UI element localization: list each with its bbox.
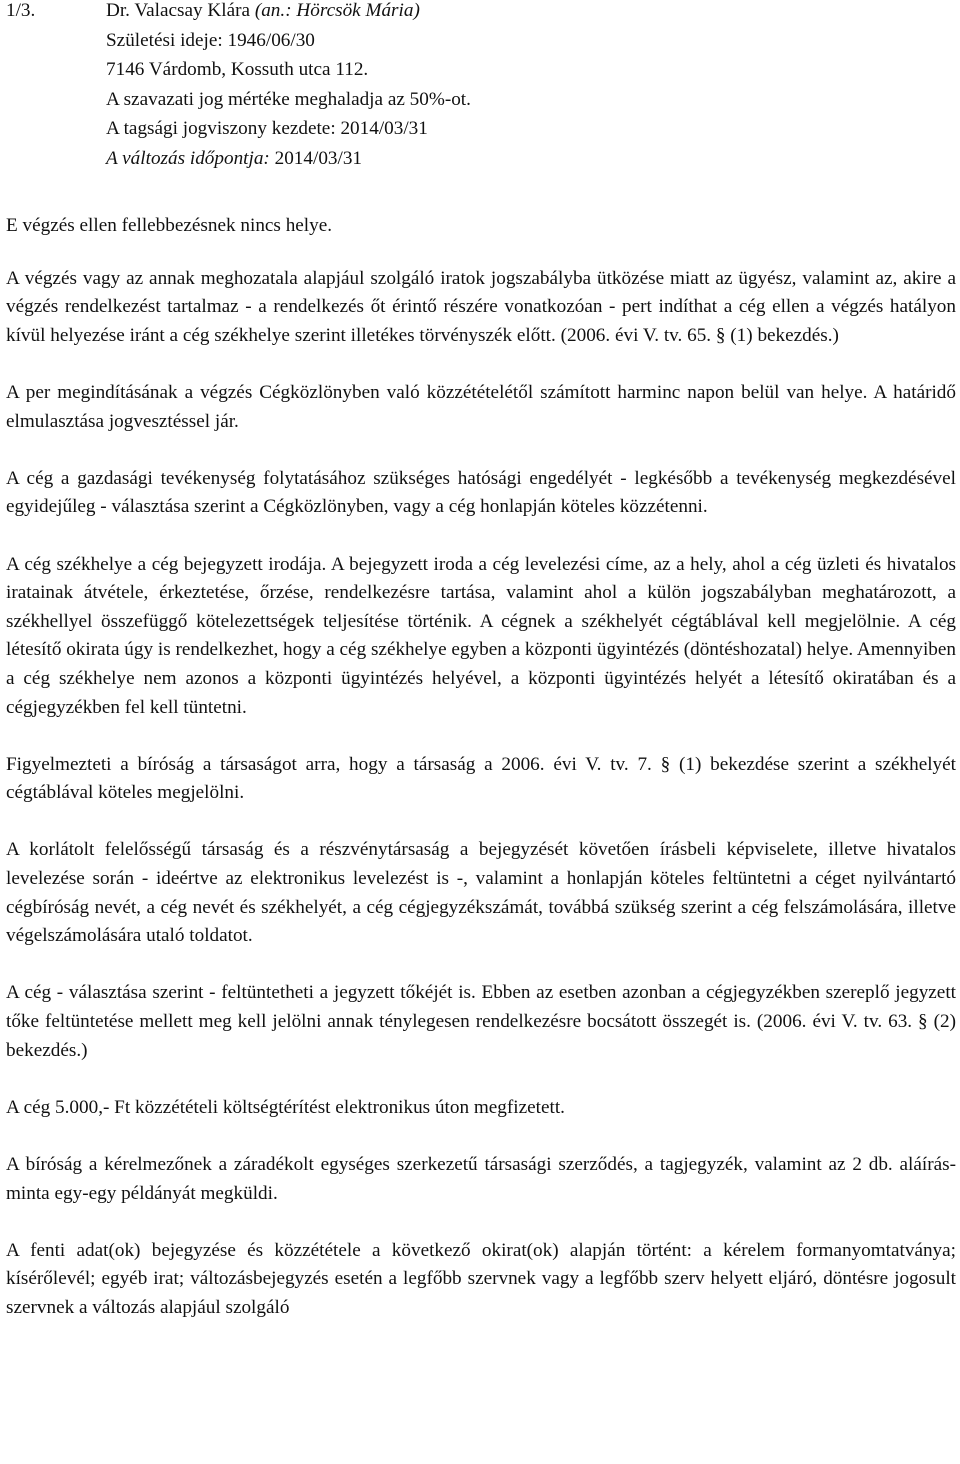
paragraph-basis: A fenti adat(ok) bejegyzése és közzététele a következő okirat(ok) alapján történt: a kérelem formanyomtatványa; kísérőlevél; egyéb irat; változásbejegyzés esetén a legfőbb szervnek vagy a legfőbb szerv helyett eljáró, döntésre jogosult szervnek a változás alapjául szolgáló [6, 1239, 956, 1318]
paragraph-fee: A cég 5.000,- Ft közzétételi költségtérítést elektronikus úton megfizetett. [6, 1096, 565, 1118]
paragraph-warning: Figyelmezteti a bíróság a társaságot arra, hogy a társaság a 2006. évi V. tv. 7. § (1) bekezdése szerint a székhelyét cégtáblával köteles megjelölni. [6, 753, 956, 804]
voting-right: A szavazati jog mértéke meghaladja az 50%-ot. [106, 88, 471, 110]
member-name-line [106, 0, 471, 26]
membership-start: A tagsági jogviszony kezdete: 2014/03/31 [106, 118, 428, 139]
change-date-line [106, 144, 471, 174]
paragraph-no-appeal: E végzés ellen fellebbezésnek nincs helye. [6, 215, 333, 236]
member-address: 7146 Várdomb, Kossuth utca 112. [106, 59, 369, 80]
member-mother-name: (an.: Hörcsök Mária) [254, 0, 420, 21]
document-body [6, 212, 956, 1351]
paragraph-permit: A cég a gazdasági tevékenység folytatásához szükséges hatósági engedélyét - legkésőbb a tevékenység megkezdésével egyidejűleg - választása szerint a Cégközlönyben, vagy a cég honlapján köteles közzétenni. [6, 467, 956, 518]
paragraph-deadline: A per megindításának a végzés Cégközlönyben való közzétételétől számított harminc napon belül van helye. A határidő elmulasztása jogvesztéssel jár. [6, 381, 956, 432]
birth-date: Születési ideje: 1946/06/30 [106, 29, 315, 51]
change-date-value: 2014/03/31 [274, 147, 363, 169]
entry-details [106, 0, 471, 173]
entry-number: 1/3. [6, 0, 36, 21]
change-date-label: A változás időpontja: [106, 147, 270, 169]
paragraph-documents-sent: A bíróság a kérelmezőnek a záradékolt egységes szerkezetű társasági szerződés, a tagjegyzék, valamint az 2 db. aláírás-minta egy-egy példányát megküldi. [6, 1154, 956, 1204]
paragraph-lawsuit: A végzés vagy az annak meghozatala alapjául szolgáló iratok jogszabályba ütközése miatt az ügyész, valamint az, akire a végzés rendelkezést tartalmaz - a rendelkezés őt érintő részére vonatkozóan - pert indíthat a cég ellen a végzés hatályon kívül helyezése iránt a cég székhelye szerint illetékes törvényszék előtt. (2006. évi V. tv. 65. § (1) bekezdés.) [6, 267, 956, 346]
paragraph-capital: A cég - választása szerint - feltüntetheti a jegyzett tőkéjét is. Ebben az esetben azonban a cégjegyzékben szereplő jegyzett tőke feltüntetése mellett meg kell jelölni annak ténylegesen rendelkezésre bocsátott összegét is. (2006. évi V. tv. 63. § (2) bekezdés.) [6, 982, 956, 1061]
paragraph-correspondence: A korlátolt felelősségű társaság és a részvénytársaság a bejegyzését követően írásbeli képviselete, illetve hivatalos levelezése során - ideértve az elektronikus levelezést is -, valamint a honlapján köteles feltüntetni a céget nyilvántartó cégbíróság nevét, a cég nevét és székhelyét, a cég cégjegyzékszámát, továbbá szükség szerint a cég felszámolására, illetve végelszámolására utaló toldatot. [6, 839, 956, 947]
paragraph-registered-office: A cég székhelye a cég bejegyzett irodája. A bejegyzett iroda a cég levelezési címe, az a hely, ahol a cég üzleti és hivatalos iratainak átvétele, érkeztetése, őrzése, rendelkezésre tartása, valamint ahol a külön jogszabályban meghatározott, a székhellyel összefüggő kötelezettségek teljesítése történik. A cégnek a székhelyét cégtáblával kell megjelölnie. A cég létesítő okirata úgy is rendelkezhet, hogy a cég székhelye egyben a központi ügyintézés (döntéshozatal) helye. Amennyiben a cég székhelye nem azonos a központi ügyintézés helyével, a központi ügyintézés helyét a létesítő okiratában és a cégjegyzékben fel kell tüntetni. [6, 553, 956, 718]
member-name: Dr. Valacsay Klára [106, 0, 251, 21]
